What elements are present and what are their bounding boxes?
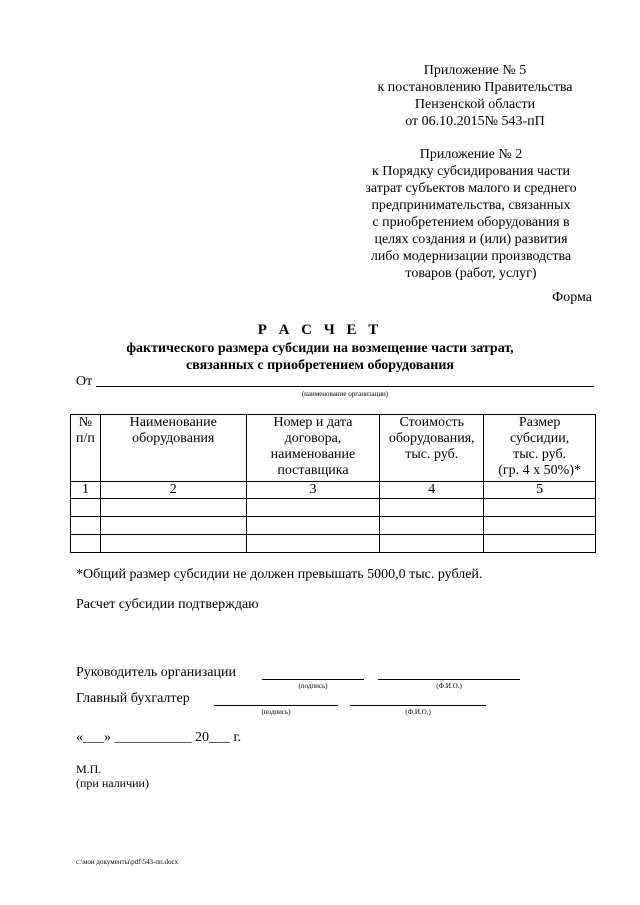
appendix-line: с приобретением оборудования в	[372, 215, 570, 230]
table-cell[interactable]	[484, 517, 596, 535]
accountant-name-field[interactable]	[350, 705, 486, 706]
stamp-note: (при наличии)	[76, 776, 149, 790]
form-label: Форма	[552, 290, 592, 305]
header-equipment-name: Наименование оборудования	[100, 415, 246, 482]
head-signature-label: Руководитель организации	[76, 665, 236, 680]
accountant-signature-label: Главный бухгалтер	[76, 691, 190, 706]
appendix-line: Приложение № 2	[419, 147, 523, 162]
signature-hint: (подпись)	[261, 708, 291, 716]
table-cell[interactable]	[380, 499, 484, 517]
file-path-footer: c:\мои документы\pdf\543-пп.docx	[76, 858, 179, 866]
table-header-row	[71, 415, 596, 482]
column-number: 5	[484, 482, 596, 499]
column-numbers-row	[71, 482, 596, 499]
appendix-2-block	[346, 146, 596, 282]
document-subtitle	[0, 340, 640, 374]
table-cell[interactable]	[100, 499, 246, 517]
table-row	[71, 499, 596, 517]
table-cell[interactable]	[246, 535, 380, 553]
appendix-line: целях создания и (или) развития	[374, 232, 568, 247]
appendix-line: либо модернизации производства	[370, 249, 572, 264]
head-name-field[interactable]	[378, 679, 520, 680]
date-line: «___» ___________ 20___ г.	[76, 730, 242, 745]
column-number: 3	[246, 482, 380, 499]
appendix-line: товаров (работ, услуг)	[405, 266, 537, 281]
table-cell[interactable]	[484, 535, 596, 553]
column-number: 2	[100, 482, 246, 499]
table-cell[interactable]	[484, 499, 596, 517]
from-label: От	[76, 374, 93, 389]
appendix-line: к постановлению Правительства	[377, 80, 573, 95]
head-signature-field[interactable]	[262, 679, 364, 680]
subtitle-line: фактического размера субсидии на возмещение части затрат,	[126, 341, 514, 356]
table-cell[interactable]	[71, 499, 101, 517]
header-number: № п/п	[71, 415, 101, 482]
table-cell[interactable]	[71, 535, 101, 553]
accountant-signature-field[interactable]	[214, 705, 338, 706]
column-number: 1	[71, 482, 101, 499]
confirmation-text: Расчет субсидии подтверждаю	[76, 597, 259, 612]
table-cell[interactable]	[100, 517, 246, 535]
appendix-line: затрат субъектов малого и среднего	[365, 181, 577, 196]
table-row	[71, 517, 596, 535]
organization-name-hint: (наименование организации)	[301, 390, 389, 398]
stamp-label: М.П.	[76, 762, 102, 776]
appendix-line: к Порядку субсидирования части	[371, 164, 570, 179]
table-cell[interactable]	[71, 517, 101, 535]
appendix-line: Приложение № 5	[423, 63, 527, 78]
calculation-table	[70, 414, 596, 553]
table-cell[interactable]	[246, 499, 380, 517]
signature-hint: (подпись)	[298, 682, 328, 690]
organization-name-field[interactable]	[96, 386, 594, 387]
table-cell[interactable]	[100, 535, 246, 553]
column-number: 4	[380, 482, 484, 499]
appendix-line: предпринимательства, связанных	[371, 198, 571, 213]
name-hint: (Ф.И.О.)	[436, 682, 462, 690]
appendix-line: от 06.10.2015№ 543-пП	[405, 114, 545, 129]
subtitle-line: связанных с приобретением оборудования	[186, 358, 454, 373]
document-title: Р А С Ч Е Т	[257, 322, 383, 338]
header-subsidy: Размер субсидии, тыс. руб. (гр. 4 x 50%)*	[484, 415, 596, 482]
stamp-place	[76, 762, 149, 790]
appendix-line: Пензенской области	[414, 97, 536, 112]
subsidy-limit-note: *Общий размер субсидии не должен превышать 5000,0 тыс. рублей.	[76, 567, 483, 582]
table-cell[interactable]	[380, 535, 484, 553]
header-contract: Номер и дата договора, наименование поставщика	[246, 415, 380, 482]
name-hint: (Ф.И.О.)	[405, 708, 431, 716]
table-cell[interactable]	[380, 517, 484, 535]
table-cell[interactable]	[246, 517, 380, 535]
header-cost: Стоимость оборудования, тыс. руб.	[380, 415, 484, 482]
appendix-5-block	[360, 62, 590, 130]
table-row	[71, 535, 596, 553]
